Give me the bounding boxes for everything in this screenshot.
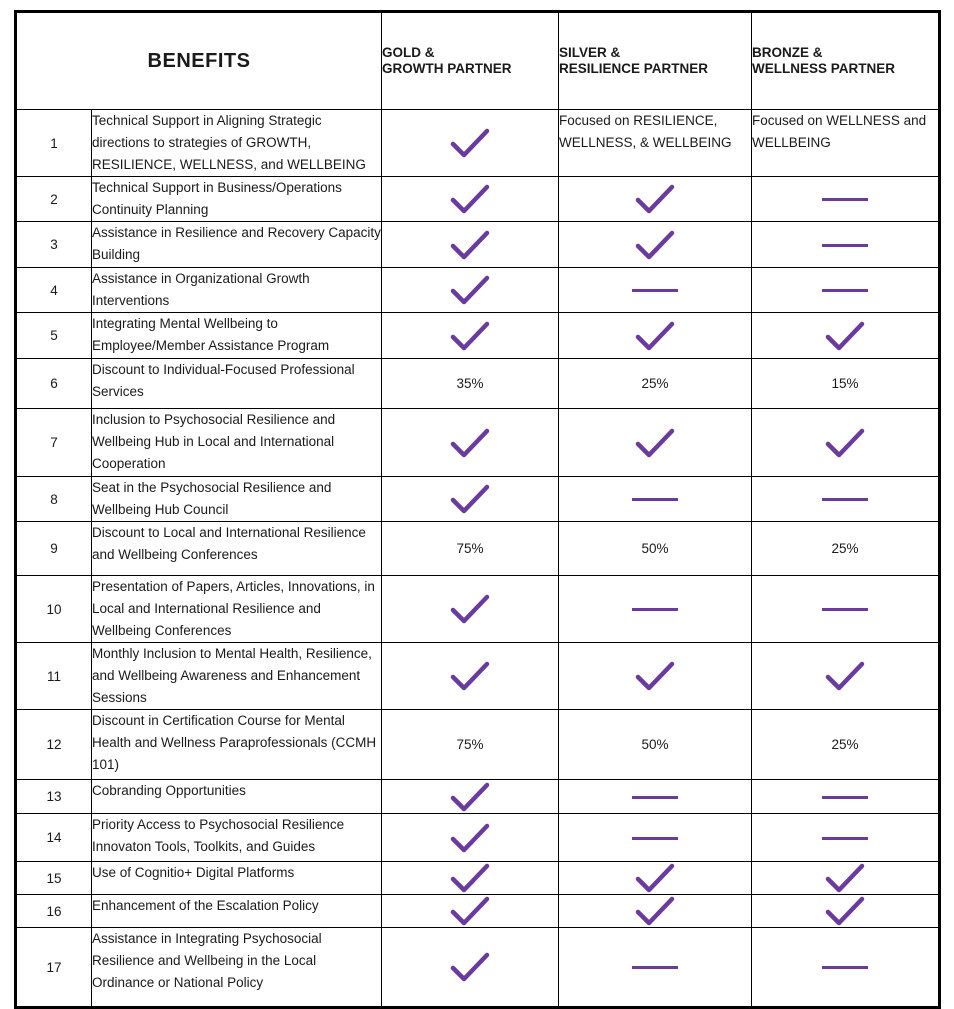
- bronze-tier-cell: [752, 576, 940, 643]
- silver-tier-header: [559, 12, 752, 110]
- dash-icon: [822, 289, 868, 292]
- benefit-description: Priority Access to Psychosocial Resilience Innovaton Tools, Toolkits, and Guides: [92, 814, 382, 862]
- check-icon: [450, 660, 490, 692]
- check-icon: [825, 427, 865, 459]
- gold-tier-cell: [382, 928, 559, 1008]
- silver-tier-cell: [559, 313, 752, 359]
- bronze-tier-header: [752, 12, 940, 110]
- focus-note: Focused on RESILIENCE, WELLNESS, & WELLBEING: [559, 113, 732, 150]
- discount-value: 75%: [456, 737, 484, 752]
- dash-icon: [632, 608, 678, 611]
- benefit-description: Presentation of Papers, Articles, Innovations, in Local and International Resilience and Wellbeing Conferences: [92, 576, 382, 643]
- benefit-number: 16: [16, 895, 92, 928]
- benefit-row: [16, 359, 940, 409]
- gold-tier-cell: [382, 522, 559, 576]
- gold-tier-cell: [382, 268, 559, 313]
- silver-tier-cell: [559, 110, 752, 177]
- benefit-number: 15: [16, 862, 92, 895]
- bronze-tier-cell: [752, 928, 940, 1008]
- check-icon: [825, 895, 865, 927]
- benefit-description: Assistance in Integrating Psychosocial Resilience and Wellbeing in the Local Ordinance or National Policy: [92, 928, 382, 1008]
- benefit-number: 14: [16, 814, 92, 862]
- check-icon: [635, 660, 675, 692]
- bronze-tier-cell: [752, 862, 940, 895]
- bronze-tier-title: BRONZE &: [752, 45, 823, 60]
- check-icon: [450, 951, 490, 983]
- silver-tier-title: SILVER &: [559, 45, 621, 60]
- benefit-description: Inclusion to Psychosocial Resilience and Wellbeing Hub in Local and International Cooperation: [92, 409, 382, 477]
- gold-tier-cell: [382, 862, 559, 895]
- bronze-tier-cell: [752, 477, 940, 522]
- benefit-description: Seat in the Psychosocial Resilience and Wellbeing Hub Council: [92, 477, 382, 522]
- benefit-number: 17: [16, 928, 92, 1008]
- check-icon: [635, 320, 675, 352]
- benefit-row: [16, 177, 940, 222]
- check-icon: [450, 895, 490, 927]
- dash-icon: [632, 796, 678, 799]
- benefit-description: Discount to Local and International Resilience and Wellbeing Conferences: [92, 522, 382, 576]
- bronze-tier-cell: [752, 268, 940, 313]
- benefit-description: Technical Support in Business/Operations Continuity Planning: [92, 177, 382, 222]
- discount-value: 25%: [831, 541, 859, 556]
- discount-value: 50%: [641, 737, 669, 752]
- check-icon: [450, 781, 490, 813]
- gold-tier-cell: [382, 110, 559, 177]
- discount-value: 50%: [641, 541, 669, 556]
- discount-value: 75%: [456, 541, 484, 556]
- check-icon: [450, 822, 490, 854]
- dash-icon: [632, 837, 678, 840]
- benefit-row: [16, 862, 940, 895]
- benefit-row: [16, 780, 940, 814]
- bronze-tier-cell: [752, 643, 940, 710]
- bronze-tier-cell: [752, 814, 940, 862]
- bronze-tier-cell: [752, 710, 940, 780]
- bronze-tier-cell: [752, 780, 940, 814]
- benefit-row: [16, 710, 940, 780]
- dash-icon: [632, 289, 678, 292]
- discount-value: 15%: [831, 376, 859, 391]
- check-icon: [450, 127, 490, 159]
- bronze-tier-cell: [752, 110, 940, 177]
- gold-tier-cell: [382, 710, 559, 780]
- benefit-description: Discount to Individual-Focused Professional Services: [92, 359, 382, 409]
- bronze-tier-cell: [752, 222, 940, 268]
- check-icon: [635, 895, 675, 927]
- benefit-number: 6: [16, 359, 92, 409]
- benefit-row: [16, 313, 940, 359]
- gold-tier-cell: [382, 780, 559, 814]
- bronze-tier-cell: [752, 522, 940, 576]
- silver-tier-cell: [559, 268, 752, 313]
- benefit-row: [16, 477, 940, 522]
- check-icon: [825, 862, 865, 894]
- gold-tier-cell: [382, 814, 559, 862]
- bronze-tier-cell: [752, 177, 940, 222]
- benefit-description: Use of Cognitio+ Digital Platforms: [92, 862, 382, 895]
- dash-icon: [822, 498, 868, 501]
- dash-icon: [822, 796, 868, 799]
- check-icon: [450, 593, 490, 625]
- dash-icon: [822, 608, 868, 611]
- discount-value: 25%: [831, 737, 859, 752]
- bronze-tier-subtitle: WELLNESS PARTNER: [752, 61, 896, 76]
- discount-value: 25%: [641, 376, 669, 391]
- check-icon: [450, 183, 490, 215]
- benefit-row: [16, 928, 940, 1008]
- benefit-row: [16, 522, 940, 576]
- benefit-row: [16, 895, 940, 928]
- gold-tier-header: [382, 12, 559, 110]
- silver-tier-subtitle: RESILIENCE PARTNER: [559, 61, 709, 76]
- silver-tier-cell: [559, 814, 752, 862]
- benefit-number: 3: [16, 222, 92, 268]
- dash-icon: [632, 966, 678, 969]
- check-icon: [450, 274, 490, 306]
- silver-tier-cell: [559, 895, 752, 928]
- bronze-tier-cell: [752, 895, 940, 928]
- dash-icon: [822, 837, 868, 840]
- check-icon: [450, 483, 490, 515]
- benefit-description: Monthly Inclusion to Mental Health, Resilience, and Wellbeing Awareness and Enhancement Sessions: [92, 643, 382, 710]
- benefit-row: [16, 409, 940, 477]
- benefit-description: Assistance in Organizational Growth Interventions: [92, 268, 382, 313]
- check-icon: [450, 862, 490, 894]
- benefit-number: 7: [16, 409, 92, 477]
- focus-note: Focused on WELLNESS and WELLBEING: [752, 113, 927, 150]
- gold-tier-cell: [382, 643, 559, 710]
- check-icon: [635, 229, 675, 261]
- silver-tier-cell: [559, 477, 752, 522]
- benefit-description: Integrating Mental Wellbeing to Employee/Member Assistance Program: [92, 313, 382, 359]
- silver-tier-cell: [559, 177, 752, 222]
- silver-tier-cell: [559, 222, 752, 268]
- silver-tier-cell: [559, 710, 752, 780]
- benefit-number: 4: [16, 268, 92, 313]
- gold-tier-cell: [382, 477, 559, 522]
- check-icon: [635, 862, 675, 894]
- benefit-number: 10: [16, 576, 92, 643]
- gold-tier-cell: [382, 409, 559, 477]
- silver-tier-cell: [559, 522, 752, 576]
- check-icon: [450, 229, 490, 261]
- silver-tier-cell: [559, 862, 752, 895]
- gold-tier-cell: [382, 895, 559, 928]
- dash-icon: [822, 966, 868, 969]
- silver-tier-cell: [559, 780, 752, 814]
- gold-tier-cell: [382, 177, 559, 222]
- benefit-row: [16, 222, 940, 268]
- check-icon: [450, 427, 490, 459]
- benefit-description: Discount in Certification Course for Mental Health and Wellness Paraprofessionals (CCMH 101): [92, 710, 382, 780]
- dash-icon: [632, 498, 678, 501]
- benefit-number: 1: [16, 110, 92, 177]
- gold-tier-cell: [382, 359, 559, 409]
- benefit-row: [16, 643, 940, 710]
- check-icon: [635, 183, 675, 215]
- bronze-tier-cell: [752, 313, 940, 359]
- gold-tier-title: GOLD &: [382, 45, 435, 60]
- gold-tier-cell: [382, 222, 559, 268]
- benefit-description: Cobranding Opportunities: [92, 780, 382, 814]
- bronze-tier-cell: [752, 359, 940, 409]
- benefit-number: 2: [16, 177, 92, 222]
- silver-tier-cell: [559, 928, 752, 1008]
- benefits-header: BENEFITS: [16, 12, 382, 110]
- benefit-row: [16, 814, 940, 862]
- benefit-row: [16, 268, 940, 313]
- partner-benefits-table: [14, 10, 941, 1009]
- check-icon: [825, 660, 865, 692]
- dash-icon: [822, 244, 868, 247]
- benefit-description: Enhancement of the Escalation Policy: [92, 895, 382, 928]
- check-icon: [450, 320, 490, 352]
- gold-tier-subtitle: GROWTH PARTNER: [382, 61, 512, 76]
- benefits-body: [16, 110, 940, 1008]
- benefit-number: 8: [16, 477, 92, 522]
- discount-value: 35%: [456, 376, 484, 391]
- benefit-number: 11: [16, 643, 92, 710]
- benefit-row: [16, 110, 940, 177]
- benefit-row: [16, 576, 940, 643]
- benefit-description: Technical Support in Aligning Strategic directions to strategies of GROWTH, RESILIENCE, WELLNESS, and WELLBEING: [92, 110, 382, 177]
- check-icon: [635, 427, 675, 459]
- benefit-number: 9: [16, 522, 92, 576]
- silver-tier-cell: [559, 359, 752, 409]
- benefit-description: Assistance in Resilience and Recovery Capacity Building: [92, 222, 382, 268]
- gold-tier-cell: [382, 576, 559, 643]
- bronze-tier-cell: [752, 409, 940, 477]
- gold-tier-cell: [382, 313, 559, 359]
- silver-tier-cell: [559, 643, 752, 710]
- benefit-number: 5: [16, 313, 92, 359]
- check-icon: [825, 320, 865, 352]
- dash-icon: [822, 198, 868, 201]
- silver-tier-cell: [559, 576, 752, 643]
- benefit-number: 12: [16, 710, 92, 780]
- silver-tier-cell: [559, 409, 752, 477]
- benefit-number: 13: [16, 780, 92, 814]
